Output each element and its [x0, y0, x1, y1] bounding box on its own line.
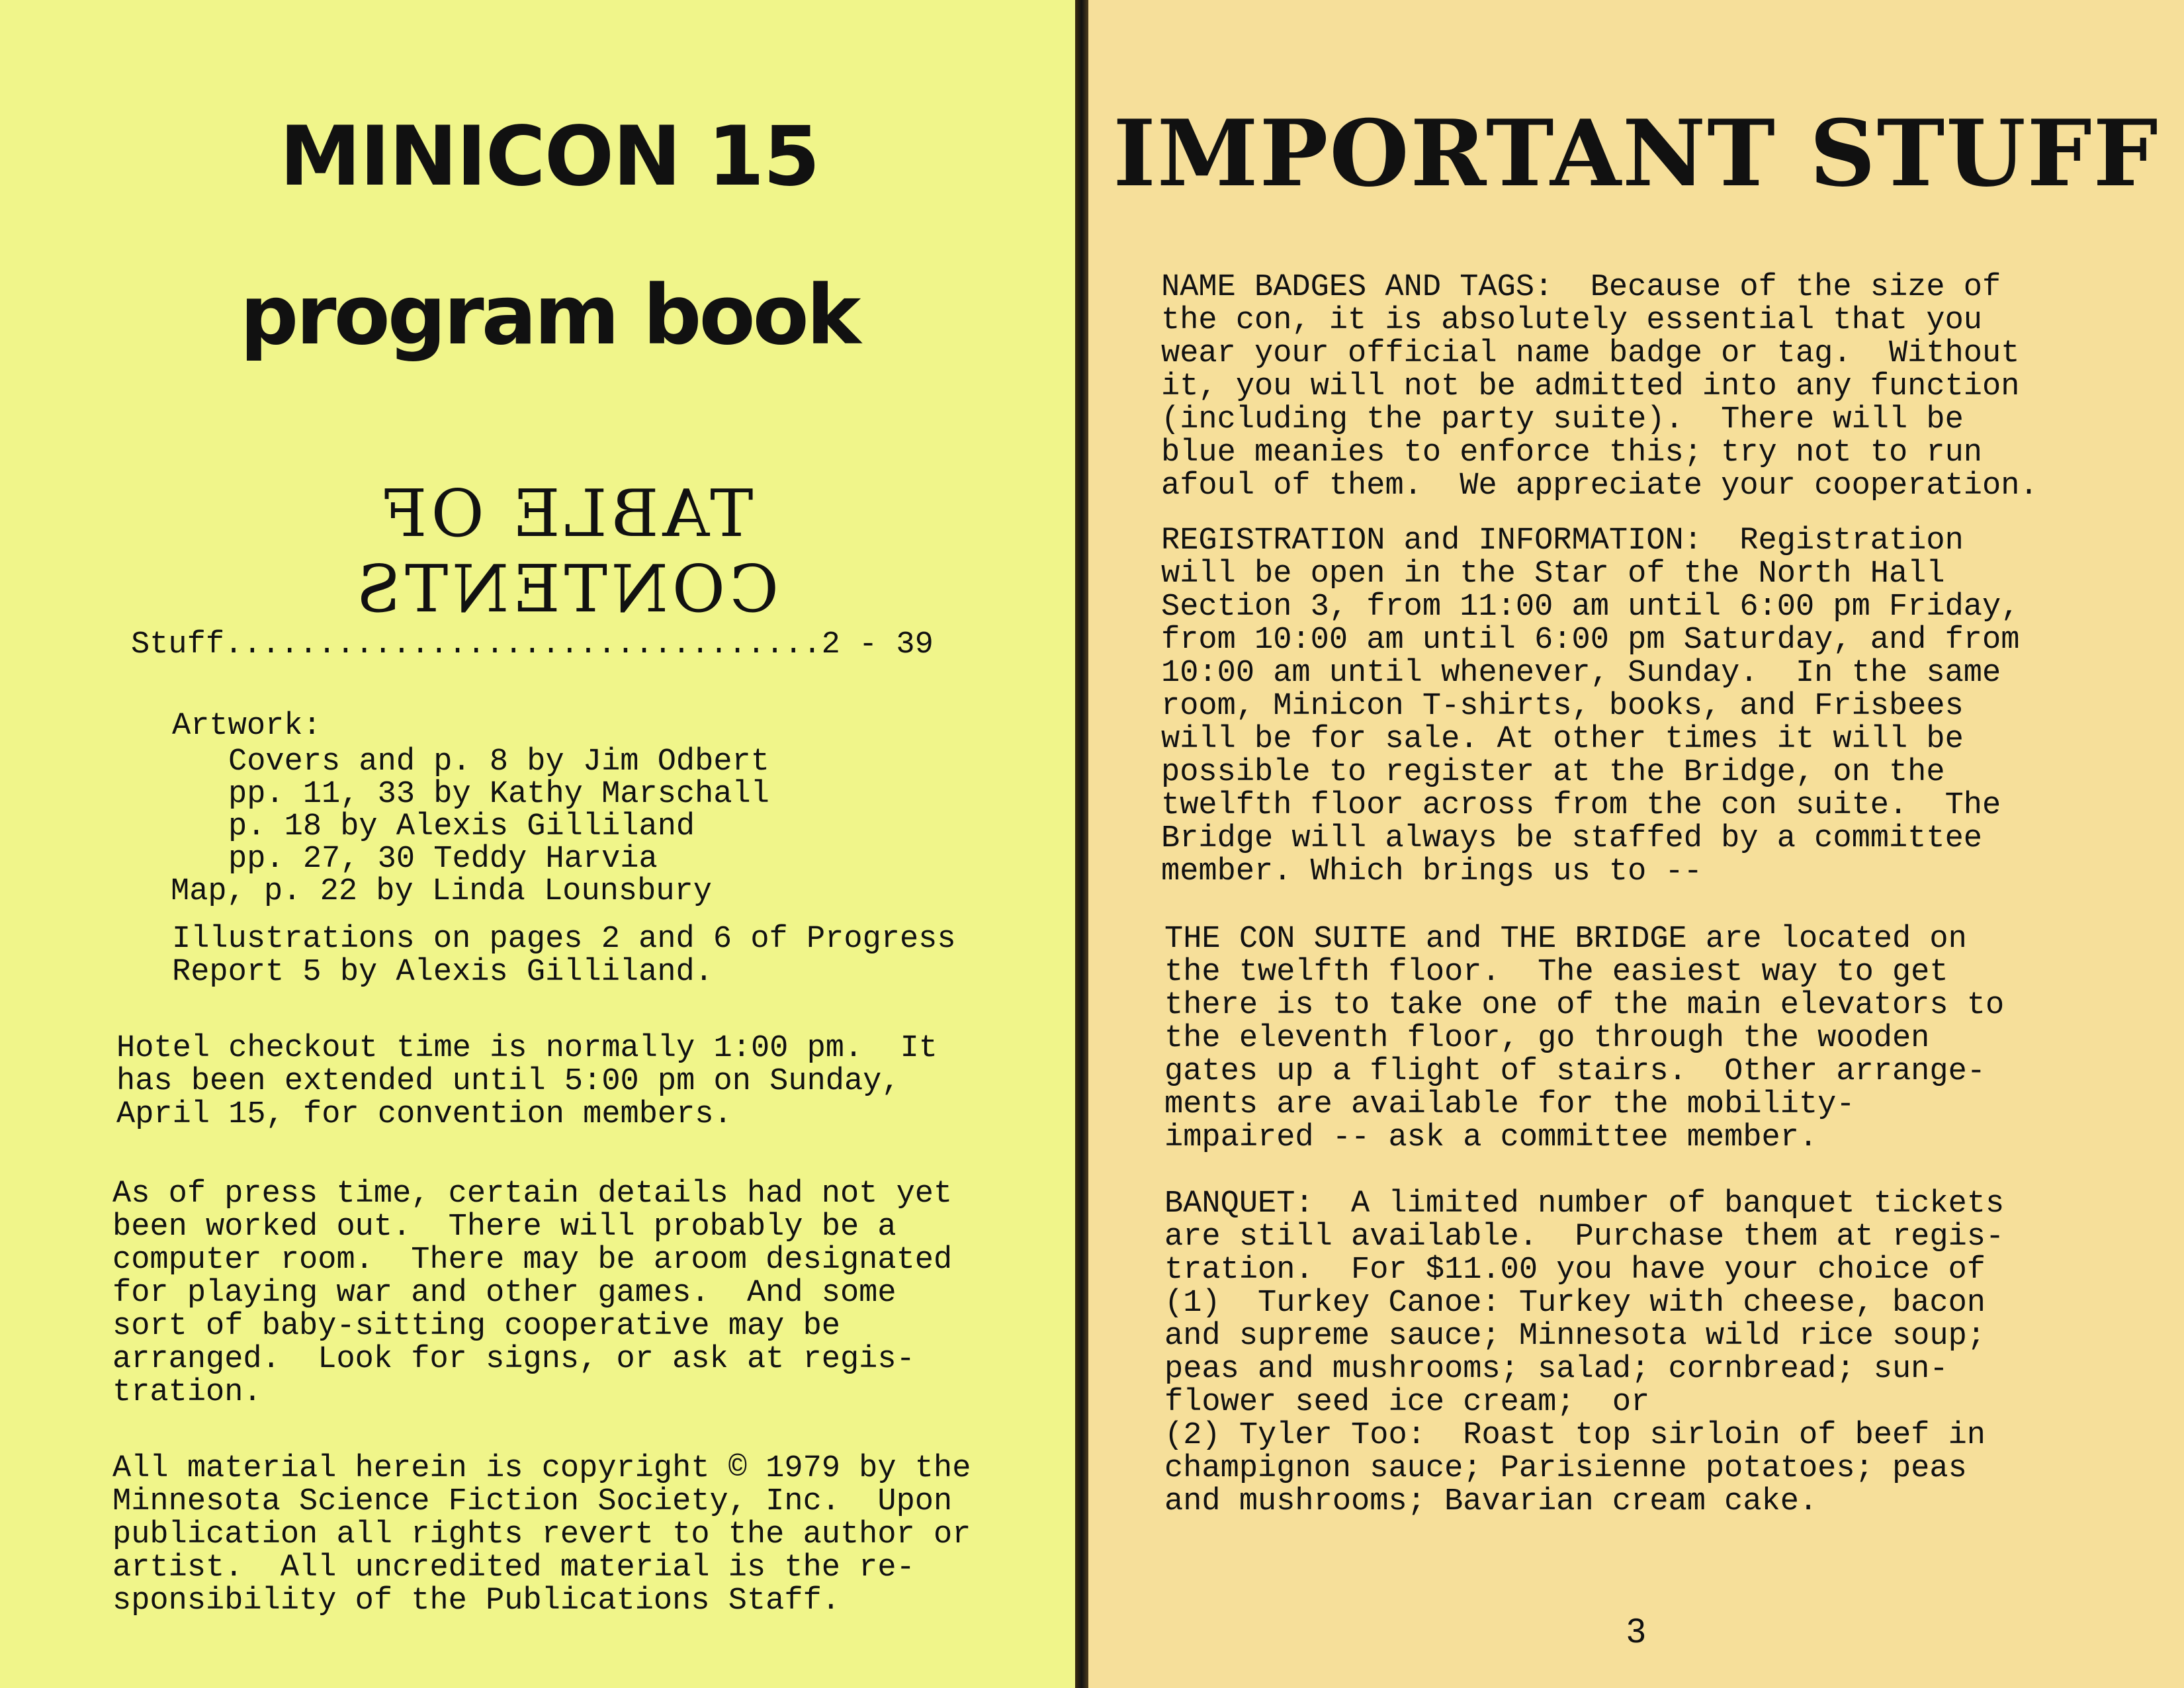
- important-stuff-title: IMPORTANT STUFF: [1113, 99, 2160, 207]
- copyright-note: All material herein is copyright © 1979 by the Minnesota Science Fiction Society, Inc. Upon publication all rights revert to the author or artist. All uncredited material is the re- sponsibility of the Publications Staff.: [112, 1451, 971, 1619]
- press-time-note: As of press time, certain details had not yet been worked out. There will probably be a computer room. There may be aroom designated for playing war and other games. And some sort of baby-sitting cooperative may be arranged. Look for signs, or ask at regis- tration.: [112, 1177, 953, 1410]
- right-page: [1088, 0, 2184, 1688]
- registration-section: REGISTRATION and INFORMATION: Registration will be open in the Star of the North Hall Section 3, from 11:00 am until 6:00 pm Friday, from 10:00 am until 6:00 pm Saturday, and from 10:00 am until whenever, Sunday. In the same room, Minicon T-shirts, books, and Frisbees will be for sale. At other times it will be possible to register at the Bridge, on the twelfth floor across from the con suite. The Bridge will always be staffed by a committee member. Which brings us to --: [1161, 523, 2020, 889]
- cover-title: MINICON 15: [279, 109, 819, 204]
- toc-heading: TABLE OF CONTENTS: [352, 476, 779, 627]
- left-page: [0, 0, 1078, 1688]
- artwork-credit: p. 18 by Alexis Gilliland: [228, 809, 695, 844]
- illustrations-note: Illustrations on pages 2 and 6 of Progress Report 5 by Alexis Gilliland.: [172, 922, 956, 990]
- toc-stuff-entry: Stuff................................2 - 39: [131, 627, 934, 662]
- artwork-heading: Artwork:: [172, 709, 322, 744]
- artwork-credit: pp. 11, 33 by Kathy Marschall: [228, 777, 769, 812]
- cover-subtitle: program book: [240, 268, 859, 363]
- artwork-credit: Covers and p. 8 by Jim Odbert: [228, 744, 769, 779]
- artwork-credit: pp. 27, 30 Teddy Harvia: [228, 842, 658, 877]
- banquet-section: BANQUET: A limited number of banquet tickets are still available. Purchase them at regis- tration. For $11.00 you have your choice of (1) Turkey Canoe: Turkey with cheese, bacon and supreme sauce; Minnesota wild rice soup; peas and mushrooms; salad; cornbread; sun- flower seed ice cream; or (2) Tyler Too: Roast top sirloin of beef in champignon sauce; Parisienne potatoes; peas and mushrooms; Bavarian cream cake.: [1164, 1186, 2005, 1519]
- con-suite-section: THE CON SUITE and THE BRIDGE are located on the twelfth floor. The easiest way to get there is to take one of the main elevators to the eleventh floor, go through the wooden gates up a flight of stairs. Other arrange- ments are available for the mobility- impaired -- ask a committee member.: [1164, 922, 2005, 1155]
- checkout-note: Hotel checkout time is normally 1:00 pm. It has been extended until 5:00 pm on Sunday, April 15, for convention members.: [116, 1031, 938, 1132]
- page-number: 3: [1626, 1612, 1646, 1650]
- artwork-credit: Map, p. 22 by Linda Lounsbury: [171, 874, 712, 909]
- name-badges-section: NAME BADGES AND TAGS: Because of the size of the con, it is absolutely essential that you wear your official name badge or tag. Without it, you will not be admitted into any function (including the party suite). There will be blue meanies to enforce this; try not to run afoul of them. We appreciate your cooperation.: [1161, 270, 2038, 504]
- book-spine: [1075, 0, 1090, 1688]
